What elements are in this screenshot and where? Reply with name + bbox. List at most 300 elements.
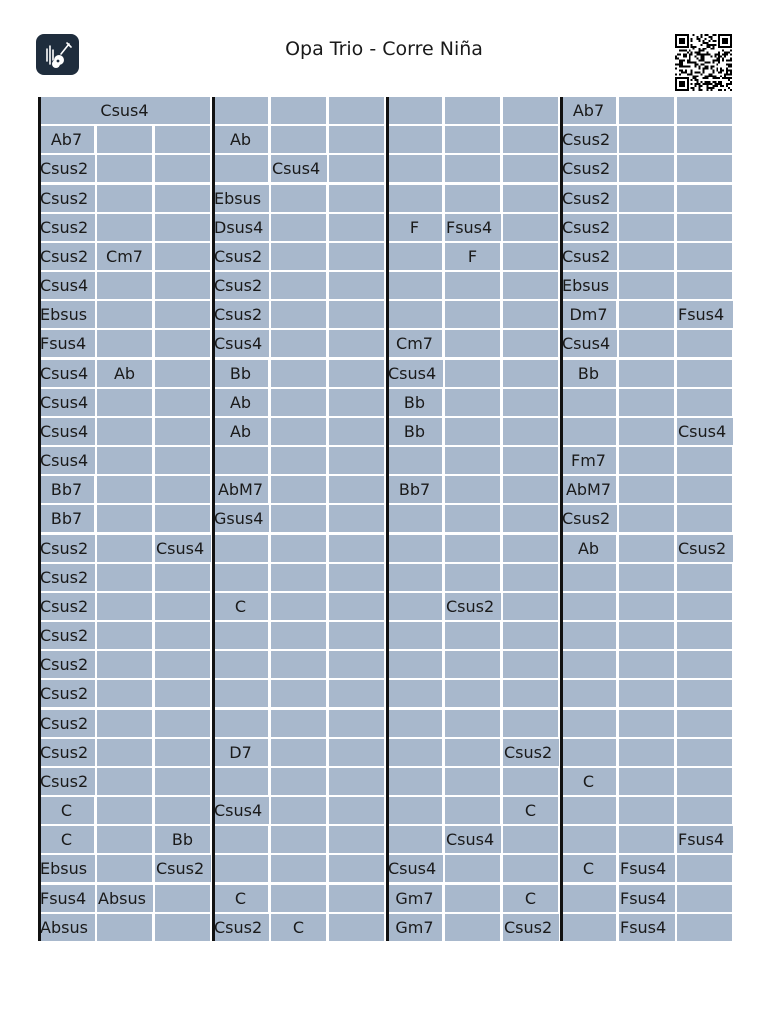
chord-cell [97, 447, 152, 474]
chord-cell: Csus2 [503, 914, 559, 941]
chord-cell [503, 622, 558, 649]
chord-cell: Csus2 [561, 505, 617, 532]
chord-cell: F [387, 214, 442, 241]
chord-cell [155, 739, 210, 766]
chord-cell [155, 564, 210, 591]
chord-cell [329, 505, 384, 532]
chord-cell [619, 214, 674, 241]
chord-cell [503, 651, 558, 678]
chord-cell: Csus4 [387, 855, 443, 882]
chord-cell: Bb [387, 389, 442, 416]
chord-cell [445, 126, 500, 153]
chord-cell [387, 97, 442, 124]
chord-cell [503, 243, 558, 270]
chord-cell [387, 126, 442, 153]
chord-cell [677, 564, 732, 591]
chord-cell: Cm7 [97, 243, 152, 270]
chord-cell [619, 476, 674, 503]
chord-cell [677, 505, 732, 532]
chord-cell [213, 855, 268, 882]
chord-cell [561, 826, 616, 853]
chord-cell: Bb [213, 360, 268, 387]
chord-cell [155, 214, 210, 241]
chord-cell: Csus4 [213, 330, 269, 357]
chord-cell [619, 826, 674, 853]
chord-cell [561, 797, 616, 824]
chord-cell [97, 214, 152, 241]
chord-cell [213, 680, 268, 707]
chord-cell: D7 [213, 739, 268, 766]
chord-cell [619, 330, 674, 357]
chord-cell [213, 651, 268, 678]
chord-cell [619, 272, 674, 299]
chord-cell [155, 768, 210, 795]
chord-cell [387, 651, 442, 678]
chord-cell [271, 535, 326, 562]
chord-cell [561, 680, 616, 707]
chord-cell: Csus2 [503, 739, 559, 766]
chord-cell [329, 476, 384, 503]
chord-cell: Csus2 [39, 564, 95, 591]
chord-cell [329, 447, 384, 474]
chord-cell: Csus2 [561, 214, 617, 241]
chord-cell [677, 243, 732, 270]
chord-cell: Bb [561, 360, 616, 387]
chord-cell [271, 768, 326, 795]
chord-cell: Ab [213, 418, 268, 445]
chord-cell [329, 739, 384, 766]
chord-cell [677, 651, 732, 678]
chord-cell [677, 155, 732, 182]
chord-cell: Csus4 [387, 360, 443, 387]
chord-cell [329, 126, 384, 153]
chord-cell [97, 651, 152, 678]
chord-cell [387, 680, 442, 707]
chord-cell [677, 593, 732, 620]
chord-cell: Csus4 [39, 389, 95, 416]
chord-cell: C [561, 768, 616, 795]
barline [212, 97, 215, 941]
chord-cell [619, 622, 674, 649]
chord-cell [271, 272, 326, 299]
chord-cell [97, 855, 152, 882]
chord-cell [329, 826, 384, 853]
chord-cell [271, 622, 326, 649]
chord-cell: Fsus4 [677, 826, 733, 853]
chord-cell [387, 272, 442, 299]
chord-cell [97, 768, 152, 795]
chord-cell [387, 710, 442, 737]
chord-cell: C [39, 826, 94, 853]
chord-cell [503, 826, 558, 853]
chord-cell [387, 593, 442, 620]
chord-cell [271, 826, 326, 853]
chord-cell [677, 739, 732, 766]
chord-cell: Csus4 [39, 447, 95, 474]
chord-cell [329, 301, 384, 328]
chord-cell [445, 389, 500, 416]
chord-cell [387, 797, 442, 824]
chord-cell [97, 272, 152, 299]
chord-cell [445, 447, 500, 474]
chord-cell [329, 272, 384, 299]
chord-cell [155, 885, 210, 912]
chord-cell: Csus2 [39, 243, 95, 270]
chord-cell: Csus2 [39, 155, 95, 182]
chord-cell [329, 855, 384, 882]
chord-cell [445, 505, 500, 532]
chord-cell [677, 768, 732, 795]
chord-cell [677, 97, 732, 124]
chord-cell [271, 476, 326, 503]
chord-cell: Cm7 [387, 330, 442, 357]
chord-cell [445, 855, 500, 882]
chord-cell [155, 505, 210, 532]
chord-cell: Bb7 [39, 505, 94, 532]
chord-cell [387, 768, 442, 795]
chord-cell [271, 418, 326, 445]
chord-cell: F [445, 243, 500, 270]
chord-cell [503, 593, 558, 620]
chord-cell: Csus4 [39, 97, 210, 124]
chord-cell: Fsus4 [39, 330, 95, 357]
chord-cell [503, 476, 558, 503]
barline [386, 97, 389, 941]
chord-cell [561, 885, 616, 912]
chord-cell [445, 797, 500, 824]
chord-cell [387, 622, 442, 649]
chord-cell [561, 710, 616, 737]
chord-cell [155, 360, 210, 387]
chord-cell [329, 564, 384, 591]
chord-cell: Gsus4 [213, 505, 269, 532]
chord-cell [503, 418, 558, 445]
chord-cell [619, 126, 674, 153]
chord-cell [155, 418, 210, 445]
chord-cell [155, 272, 210, 299]
chord-cell [387, 535, 442, 562]
chord-cell: Csus2 [39, 739, 95, 766]
chord-cell: Csus2 [39, 593, 95, 620]
chord-cell [619, 768, 674, 795]
chord-cell [503, 330, 558, 357]
chord-cell [329, 389, 384, 416]
chord-cell: Csus2 [39, 651, 95, 678]
chord-cell [387, 155, 442, 182]
chord-cell: Csus4 [39, 360, 95, 387]
chord-cell: Csus4 [677, 418, 733, 445]
chord-cell [97, 126, 152, 153]
chord-cell [329, 914, 384, 941]
chord-cell [445, 155, 500, 182]
chord-cell [97, 797, 152, 824]
chord-cell [503, 97, 558, 124]
chord-cell [677, 680, 732, 707]
chord-cell [619, 155, 674, 182]
chord-cell [271, 214, 326, 241]
chord-cell: Fsus4 [39, 885, 95, 912]
chord-cell [503, 214, 558, 241]
chord-cell [677, 330, 732, 357]
chord-cell: Csus2 [445, 593, 501, 620]
barline [38, 97, 41, 941]
chord-cell [271, 330, 326, 357]
chord-cell [329, 214, 384, 241]
chord-cell [387, 564, 442, 591]
chord-cell [155, 651, 210, 678]
chord-cell [271, 301, 326, 328]
chord-cell: Ebsus [39, 301, 95, 328]
chord-cell [387, 243, 442, 270]
chord-cell: Csus2 [39, 622, 95, 649]
chord-cell [561, 914, 616, 941]
chord-cell [503, 680, 558, 707]
chord-cell [503, 710, 558, 737]
chord-cell: C [503, 797, 558, 824]
chord-cell [445, 914, 500, 941]
chord-cell: Ab [213, 389, 268, 416]
chord-cell [503, 447, 558, 474]
chord-cell [213, 622, 268, 649]
chord-cell: C [561, 855, 616, 882]
chord-cell: Bb [155, 826, 210, 853]
chord-cell [155, 389, 210, 416]
chord-cell [155, 330, 210, 357]
chord-cell: Fsus4 [619, 855, 675, 882]
chord-cell: Dm7 [561, 301, 616, 328]
chord-cell [677, 126, 732, 153]
chord-cell: Csus4 [271, 155, 327, 182]
chord-cell: Fm7 [561, 447, 616, 474]
chord-cell [445, 885, 500, 912]
chord-cell [97, 389, 152, 416]
chord-cell: Fsus4 [445, 214, 501, 241]
chord-cell [677, 855, 732, 882]
chord-cell [155, 593, 210, 620]
chord-cell [213, 768, 268, 795]
chord-cell [97, 418, 152, 445]
chord-cell [271, 680, 326, 707]
chord-cell: Ab [561, 535, 616, 562]
chord-cell: Dsus4 [213, 214, 269, 241]
chord-cell [387, 505, 442, 532]
chord-cell [619, 389, 674, 416]
chord-cell [677, 476, 732, 503]
chord-cell [97, 710, 152, 737]
chord-cell [445, 272, 500, 299]
chord-cell [329, 155, 384, 182]
chord-cell [619, 418, 674, 445]
chord-cell [329, 651, 384, 678]
chord-cell [97, 330, 152, 357]
chord-cell [445, 680, 500, 707]
chord-cell [503, 535, 558, 562]
chord-cell [271, 739, 326, 766]
chord-cell [155, 622, 210, 649]
chord-cell: Csus2 [39, 768, 95, 795]
chord-cell: Csus2 [213, 243, 269, 270]
chord-cell: Csus2 [561, 126, 617, 153]
chord-cell [561, 622, 616, 649]
chord-cell: Csus2 [39, 535, 95, 562]
chord-cell [271, 564, 326, 591]
chord-cell: Bb7 [39, 476, 94, 503]
chord-cell [619, 243, 674, 270]
chord-cell [155, 185, 210, 212]
chord-cell [445, 564, 500, 591]
chord-cell [271, 651, 326, 678]
chord-cell [271, 360, 326, 387]
chord-cell [213, 826, 268, 853]
chord-cell [97, 593, 152, 620]
chord-cell [155, 476, 210, 503]
chord-cell [97, 301, 152, 328]
chord-cell [155, 155, 210, 182]
chord-cell [445, 360, 500, 387]
chord-cell [445, 418, 500, 445]
chord-cell [155, 914, 210, 941]
chord-cell [619, 505, 674, 532]
chord-cell: Csus2 [213, 914, 269, 941]
chord-cell [213, 535, 268, 562]
chord-cell [503, 564, 558, 591]
chord-cell: Bb [387, 418, 442, 445]
chord-cell [445, 97, 500, 124]
chord-cell: Ab7 [561, 97, 616, 124]
chord-cell [619, 739, 674, 766]
chord-cell [97, 680, 152, 707]
chord-cell [503, 768, 558, 795]
chord-cell [619, 797, 674, 824]
chord-cell [561, 651, 616, 678]
chord-cell: Fsus4 [677, 301, 733, 328]
chord-cell [329, 768, 384, 795]
chord-cell: C [271, 914, 326, 941]
chord-cell [329, 797, 384, 824]
chord-cell: Csus2 [39, 680, 95, 707]
chord-cell: Csus4 [39, 272, 95, 299]
chord-cell: Csus4 [561, 330, 617, 357]
chord-cell: Ebsus [39, 855, 95, 882]
chord-cell [619, 97, 674, 124]
chord-cell [97, 476, 152, 503]
chord-cell [503, 155, 558, 182]
chord-cell [503, 301, 558, 328]
chord-cell [213, 155, 268, 182]
chord-cell: Csus2 [213, 301, 269, 328]
chord-cell: Csus2 [39, 710, 95, 737]
chord-cell [329, 185, 384, 212]
chord-cell [155, 126, 210, 153]
chord-cell [503, 855, 558, 882]
chord-cell [619, 185, 674, 212]
chord-cell: Csus2 [561, 155, 617, 182]
chord-cell [503, 185, 558, 212]
barline [560, 97, 563, 941]
chord-cell [387, 185, 442, 212]
chord-cell [619, 564, 674, 591]
chord-cell [271, 389, 326, 416]
chord-cell [619, 651, 674, 678]
chord-cell: C [39, 797, 94, 824]
chord-cell [445, 535, 500, 562]
chord-cell: AbM7 [561, 476, 616, 503]
chord-cell [677, 389, 732, 416]
chord-cell: AbM7 [213, 476, 268, 503]
chord-cell [271, 710, 326, 737]
chord-cell [271, 593, 326, 620]
chord-cell: Absus [39, 914, 95, 941]
chord-cell [677, 214, 732, 241]
chord-cell: Ebsus [561, 272, 617, 299]
chord-cell: Fsus4 [619, 885, 675, 912]
chord-cell [97, 535, 152, 562]
chord-cell: Csus2 [561, 185, 617, 212]
chord-cell: Csus4 [155, 535, 211, 562]
chord-cell [503, 126, 558, 153]
chord-cell [503, 360, 558, 387]
chord-cell: Ab [213, 126, 268, 153]
chord-cell [503, 389, 558, 416]
chord-cell [271, 505, 326, 532]
chord-cell [503, 272, 558, 299]
chord-cell [387, 301, 442, 328]
chord-cell [445, 768, 500, 795]
chord-cell [387, 447, 442, 474]
chord-cell [387, 826, 442, 853]
chord-cell [329, 418, 384, 445]
chord-cell: C [503, 885, 558, 912]
chord-cell: Ab7 [39, 126, 94, 153]
chord-cell [271, 97, 326, 124]
chord-cell [271, 797, 326, 824]
chord-cell [503, 505, 558, 532]
chord-cell [97, 826, 152, 853]
chord-cell [445, 739, 500, 766]
chord-cell [329, 710, 384, 737]
chord-cell [271, 855, 326, 882]
chord-cell [677, 710, 732, 737]
chord-cell [213, 97, 268, 124]
chord-cell [97, 914, 152, 941]
chord-cell [677, 272, 732, 299]
chord-cell [619, 447, 674, 474]
chord-cell [213, 710, 268, 737]
chord-cell [445, 651, 500, 678]
chord-cell: Csus4 [445, 826, 501, 853]
chord-cell [155, 243, 210, 270]
chord-cell: Fsus4 [619, 914, 675, 941]
chord-cell [619, 710, 674, 737]
chord-cell: Csus2 [155, 855, 211, 882]
chord-cell [155, 680, 210, 707]
chord-cell [387, 739, 442, 766]
chord-cell [561, 593, 616, 620]
chord-cell [677, 885, 732, 912]
chord-cell [561, 739, 616, 766]
chord-cell [329, 330, 384, 357]
chord-cell [677, 797, 732, 824]
chord-cell [329, 622, 384, 649]
chord-cell [445, 622, 500, 649]
chord-cell: Csus2 [39, 214, 95, 241]
chord-cell [271, 126, 326, 153]
chord-cell [445, 301, 500, 328]
chord-cell [97, 564, 152, 591]
chord-cell [271, 447, 326, 474]
chord-cell: Csus2 [39, 185, 95, 212]
chord-cell [561, 564, 616, 591]
